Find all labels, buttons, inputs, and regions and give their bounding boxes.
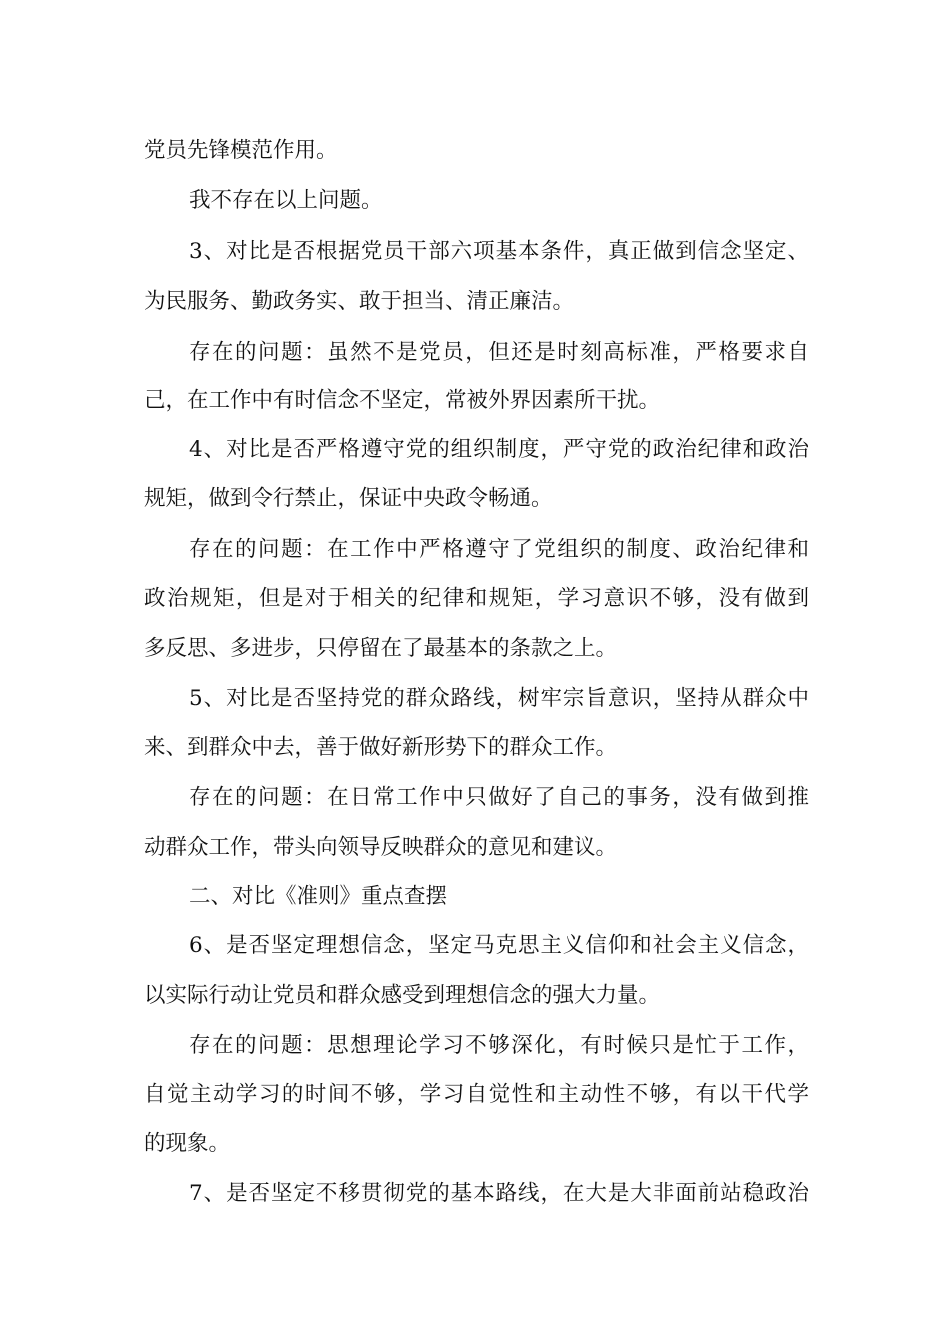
text-line: 规矩，做到令行禁止，保证中央政令畅通。 (144, 486, 553, 511)
text-line: 己，在工作中有时信念不坚定，常被外界因素所干扰。 (144, 388, 661, 413)
text-line: 自觉主动学习的时间不够，学习自觉性和主动性不够，有以干代学 (144, 1082, 809, 1107)
text-line: 党员先锋模范作用。 (144, 138, 338, 163)
text-line: 6、是否坚定理想信念，坚定马克思主义信仰和社会主义信念， (189, 933, 809, 958)
text-line: 存在的问题：在工作中严格遵守了党组织的制度、政治纪律和 (189, 537, 809, 562)
text-line: 4、对比是否严格遵守党的组织制度，严守党的政治纪律和政治 (189, 437, 809, 462)
text-line: 我不存在以上问题。 (189, 188, 383, 213)
text-line: 存在的问题：在日常工作中只做好了自己的事务，没有做到推 (189, 785, 809, 810)
section-heading: 二、对比《准则》重点查摆 (189, 884, 448, 909)
text-line: 动群众工作，带头向领导反映群众的意见和建议。 (144, 835, 618, 860)
text-line: 以实际行动让党员和群众感受到理想信念的强大力量。 (144, 983, 661, 1008)
text-line: 3、对比是否根据党员干部六项基本条件，真正做到信念坚定、 (189, 239, 809, 264)
text-line: 7、是否坚定不移贯彻党的基本路线，在大是大非面前站稳政治 (189, 1181, 809, 1206)
text-line: 5、对比是否坚持党的群众路线，树牢宗旨意识，坚持从群众中 (189, 686, 809, 711)
text-line: 多反思、多进步，只停留在了最基本的条款之上。 (144, 636, 618, 661)
text-line: 存在的问题：虽然不是党员，但还是时刻高标准，严格要求自 (189, 340, 809, 365)
text-line: 的现象。 (144, 1131, 231, 1156)
text-line: 存在的问题：思想理论学习不够深化，有时候只是忙于工作， (189, 1033, 809, 1058)
text-line: 政治规矩，但是对于相关的纪律和规矩，学习意识不够，没有做到 (144, 586, 809, 611)
text-line: 为民服务、勤政务实、敢于担当、清正廉洁。 (144, 289, 575, 314)
text-line: 来、到群众中去，善于做好新形势下的群众工作。 (144, 735, 618, 760)
